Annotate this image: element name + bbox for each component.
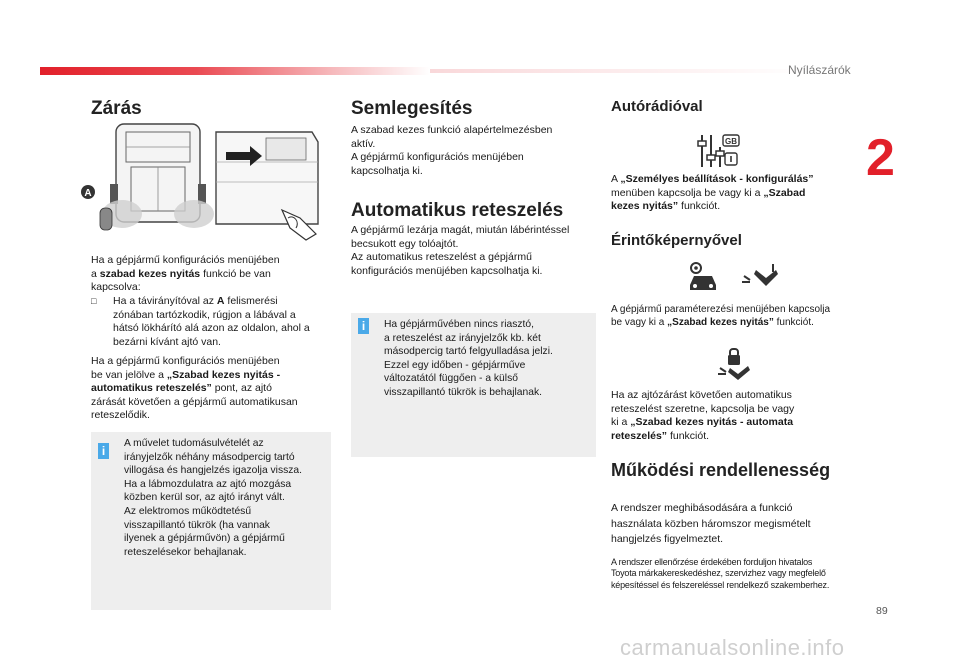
automatikus-text: A gépjármű lezárja magát, miután lábérintéssel becsukott egy tolóajtót. Az automatikus reteszelést a gépjármű konfigurációs menüjében kapcsolhatja ki.: [351, 224, 570, 277]
header-accent-bar: [40, 67, 430, 75]
erinto-title: Érintőképernyővel: [611, 232, 742, 249]
zaras-intro-text: Ha a gépjármű konfigurációs menüjében a: [91, 254, 280, 280]
autoradio-text-bold2: „Szabad kezes nyitás”: [611, 186, 806, 213]
zaras-para2: [91, 355, 331, 423]
section-title: Nyílászárók: [788, 63, 851, 77]
mukodesi-title: Működési rendellenesség: [611, 460, 831, 480]
zaras-bullet: [91, 295, 331, 351]
car-settings-icon: [686, 259, 720, 293]
bullet-text-a: Ha a távirányítóval az: [113, 295, 217, 307]
autoradio-text-b: menüben kapcsolja be vagy ki a: [611, 186, 761, 199]
semlegesites-text: A szabad kezes funkció alapértelmezésben aktív. A gépjármű konfigurációs menüjében kapcsolhatja ki.: [351, 124, 553, 177]
para2-text-bold: „Szabad kezes nyitás - automatikus reteszelés”: [91, 368, 281, 395]
bullet-marker: □: [91, 296, 97, 306]
erinto-text2: [611, 389, 851, 443]
figure-label-a: A: [84, 188, 92, 199]
van-kick-illustration: [86, 122, 328, 248]
erinto-text2-a: Ha az ajtózárást követően automatikus reteszelést szeretne, kapcsolja be vagy ki a: [611, 389, 795, 429]
automatikus-title: Automatikus reteszelés: [351, 200, 564, 221]
header-accent-bar-fade: [430, 69, 810, 73]
autoradio-text-c: funkciót.: [678, 200, 721, 213]
erinto-text2-b: funkciót.: [667, 429, 710, 442]
info-icon: i: [358, 318, 369, 334]
mukodesi-note: A rendszer ellenőrzése érdekében forduljon hivatalos Toyota márkakereskedéshez, szervizhez vagy megfelelő képesítéssel és felszereléssel rendelkező szakemberhez.: [611, 557, 830, 590]
settings-sliders-icon: [697, 133, 741, 169]
erinto-text-bold: „Szabad kezes nyitás”: [667, 316, 774, 328]
page-number: 89: [876, 605, 888, 617]
zaras-title: Zárás: [91, 98, 142, 119]
para2-text-b: pont, az ajtó zárását követően a gépjármű automatikusan reteszelődik.: [91, 382, 298, 422]
zaras-info-text: A művelet tudomásulvételét az irányjelzők néhány másodpercig tartó villogása és hangjelzés igazolja vissza. Ha a lábmozdulatra az ajtó mozgása közben kerül sor, az ajtó irányt vált. Az elektromos működtetésű visszapillantó tükrök (ha vannak ilyenek a gépjárművön) a gépjármű reteszelésekor behajlanak.: [124, 438, 303, 558]
chapter-number: 2: [866, 129, 895, 187]
autoradio-title: Autórádióval: [611, 98, 703, 115]
foot-kick-icon: [740, 262, 780, 290]
zaras-intro-text-end: funkció be van kapcsolva:: [91, 267, 271, 294]
zaras-intro-bold: szabad kezes nyitás: [99, 267, 201, 280]
autoradio-text-bold1: „Személyes beállítások - konfigurálás”: [620, 173, 814, 185]
semlegesites-title: Semlegesítés: [351, 98, 473, 119]
erinto-text: [611, 304, 856, 329]
para2-text-a: Ha a gépjármű konfigurációs menüjében be van jelölve a: [91, 355, 280, 381]
watermark: carmanualsonline.info: [620, 635, 845, 660]
bullet-text-bold: A: [216, 295, 225, 307]
zaras-bullet-text: [113, 295, 310, 349]
autoradio-text-a: A: [611, 173, 621, 185]
erinto-text-a: A gépjármű paraméterezési menüjében kapcsolja be vagy ki a: [611, 304, 831, 328]
bullet-text-b: felismerési zónában tartózkodik, rúgjon a lábával a hátsó lökhárító alá azon az oldalon, ahol a bezárni kívánt ajtó van.: [113, 295, 310, 348]
lock-kick-icon: [716, 346, 752, 382]
erinto-text-b: funkciót.: [773, 316, 814, 328]
mukodesi-text: A rendszer meghibásodására a funkció használata közben háromszor megismételt hangjelzés figyelmeztet.: [611, 502, 811, 546]
automatikus-info-text: Ha gépjárművében nincs riasztó, a reteszelést az irányjelzők kb. két másodpercig tartó felgyulladása jelzi. Ezzel egy időben - gépjárműve változatától függően - a külső visszapillantó tükrök is behajlanak.: [384, 319, 553, 398]
autoradio-text: [611, 173, 851, 214]
erinto-text2-bold: „Szabad kezes nyitás - automata reteszelés”: [611, 416, 794, 442]
zaras-intro: [91, 254, 331, 295]
gb-label: GB: [725, 137, 737, 146]
info-icon: i: [98, 443, 109, 459]
